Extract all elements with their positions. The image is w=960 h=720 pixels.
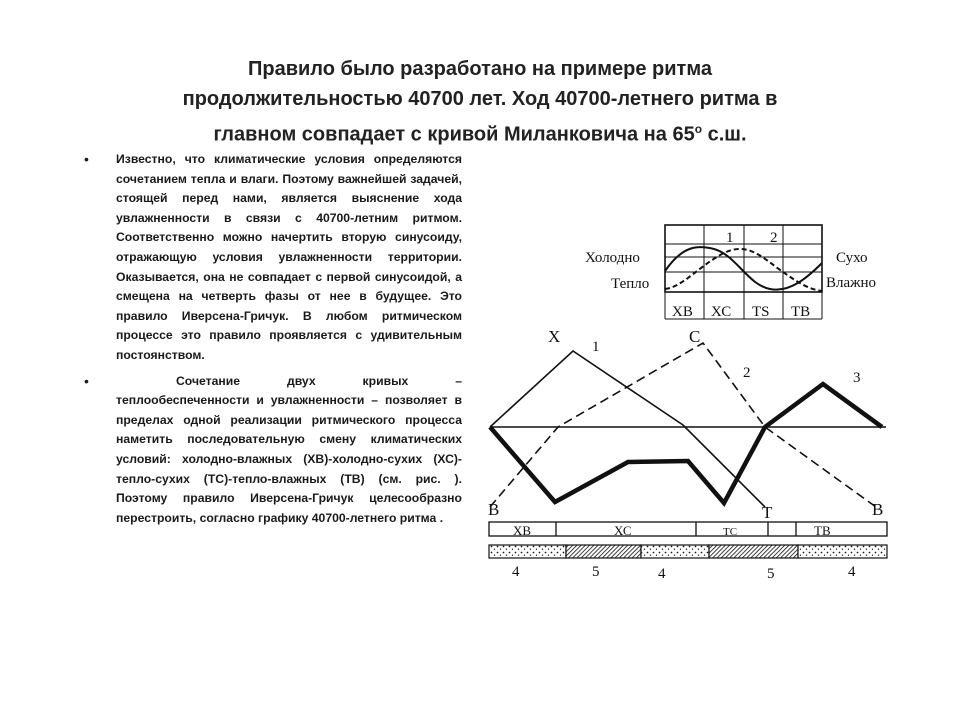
bullet-dot-icon: • xyxy=(84,151,89,167)
band-hatched xyxy=(709,545,798,558)
vertex-label-t: Т xyxy=(762,503,773,522)
phase-label-xv: ХВ xyxy=(513,523,532,538)
inset-label-dry: Сухо xyxy=(836,250,868,266)
curve-label-3: 3 xyxy=(853,370,861,386)
vertex-label-b-left: В xyxy=(488,500,500,519)
inset-curve-label-1: 1 xyxy=(726,230,734,246)
inset-phase-label: ТS xyxy=(752,304,770,320)
band-number: 5 xyxy=(592,564,600,580)
bullet-item xyxy=(84,372,462,529)
inset-label-wet: Влажно xyxy=(826,275,877,291)
vertex-label-c: С xyxy=(689,327,701,346)
band-number: 4 xyxy=(848,564,856,580)
band-dotted xyxy=(641,545,709,558)
phase-label-xc: ХС xyxy=(614,523,632,538)
rhythm-figure xyxy=(478,215,908,585)
band-number: 4 xyxy=(658,566,666,582)
rhythm-diagram xyxy=(478,215,908,585)
main-diagram xyxy=(488,327,887,582)
pattern-band xyxy=(489,545,887,558)
band-dotted xyxy=(489,545,566,558)
bullet-dot-icon: • xyxy=(84,372,89,389)
band-number: 5 xyxy=(767,566,775,582)
bullet-list xyxy=(84,150,462,534)
bullet-text: Сочетание двух кривых – теплообеспеченности и увлажненности – позволяет в пределах одной реализации ритмического процесса наметить последовательную смену климатических условий: холодно-влажных (ХВ)-холодно-сухих (ХС)- тепло-сухих (ТС)-тепло-влажных (ТВ) (см. рис. ). Поэтому правило Иверсена-Гричук целесообразно перестроить, согласно графику 40700-летнего ритма . xyxy=(116,373,462,525)
bullet-item xyxy=(84,150,462,366)
curve-label-1: 1 xyxy=(592,339,600,355)
inset-chart xyxy=(585,225,876,320)
curve-3 xyxy=(490,384,882,503)
inset-phase-label: ХВ xyxy=(672,304,693,320)
inset-phase-label: ХС xyxy=(711,304,732,320)
band-dotted xyxy=(798,545,887,558)
inset-label-warm: Тепло xyxy=(611,276,650,292)
inset-curve-label-2: 2 xyxy=(770,230,778,246)
phase-label-tc: ТС xyxy=(723,526,738,538)
slide-title xyxy=(150,54,810,150)
phase-band xyxy=(489,522,887,538)
slide-title-tail: с.ш. xyxy=(702,123,747,146)
inset-phase-label: ТВ xyxy=(791,304,811,320)
phase-label-tv: ТВ xyxy=(814,523,831,538)
band-number: 4 xyxy=(512,564,520,580)
inset-label-cold: Холодно xyxy=(585,250,640,266)
curve-1 xyxy=(490,351,765,507)
vertex-label-b-right: В xyxy=(872,500,884,519)
curve-label-2: 2 xyxy=(743,365,751,381)
bullet-text: Известно, что климатические условия определяются сочетанием тепла и влаги. Поэтому важнейшей задачей, стоящей перед нами, является выяснение хода увлажненности в связи с 40700-летним ритмом. Соответственно можно начертить вторую синусоиду, отражающую условия увлажненности территории. Оказывается, она не совпадает с первой синусоидой, а смещена на четверть фазы от нее в будущее. Это правило Иверсена-Гричук. В любом ритмическом процессе это правило проявляется с удивительным постоянством. xyxy=(116,152,462,362)
band-hatched xyxy=(566,545,641,558)
slide-title-text: Правило было разработано на примере ритма продолжительностью 40700 лет. Ход 40700-летнего ритма в главном совпадает с кривой Миланковича на 65 xyxy=(182,58,778,146)
vertex-label-x: Х xyxy=(548,327,561,346)
degree-superscript: о xyxy=(694,122,703,136)
